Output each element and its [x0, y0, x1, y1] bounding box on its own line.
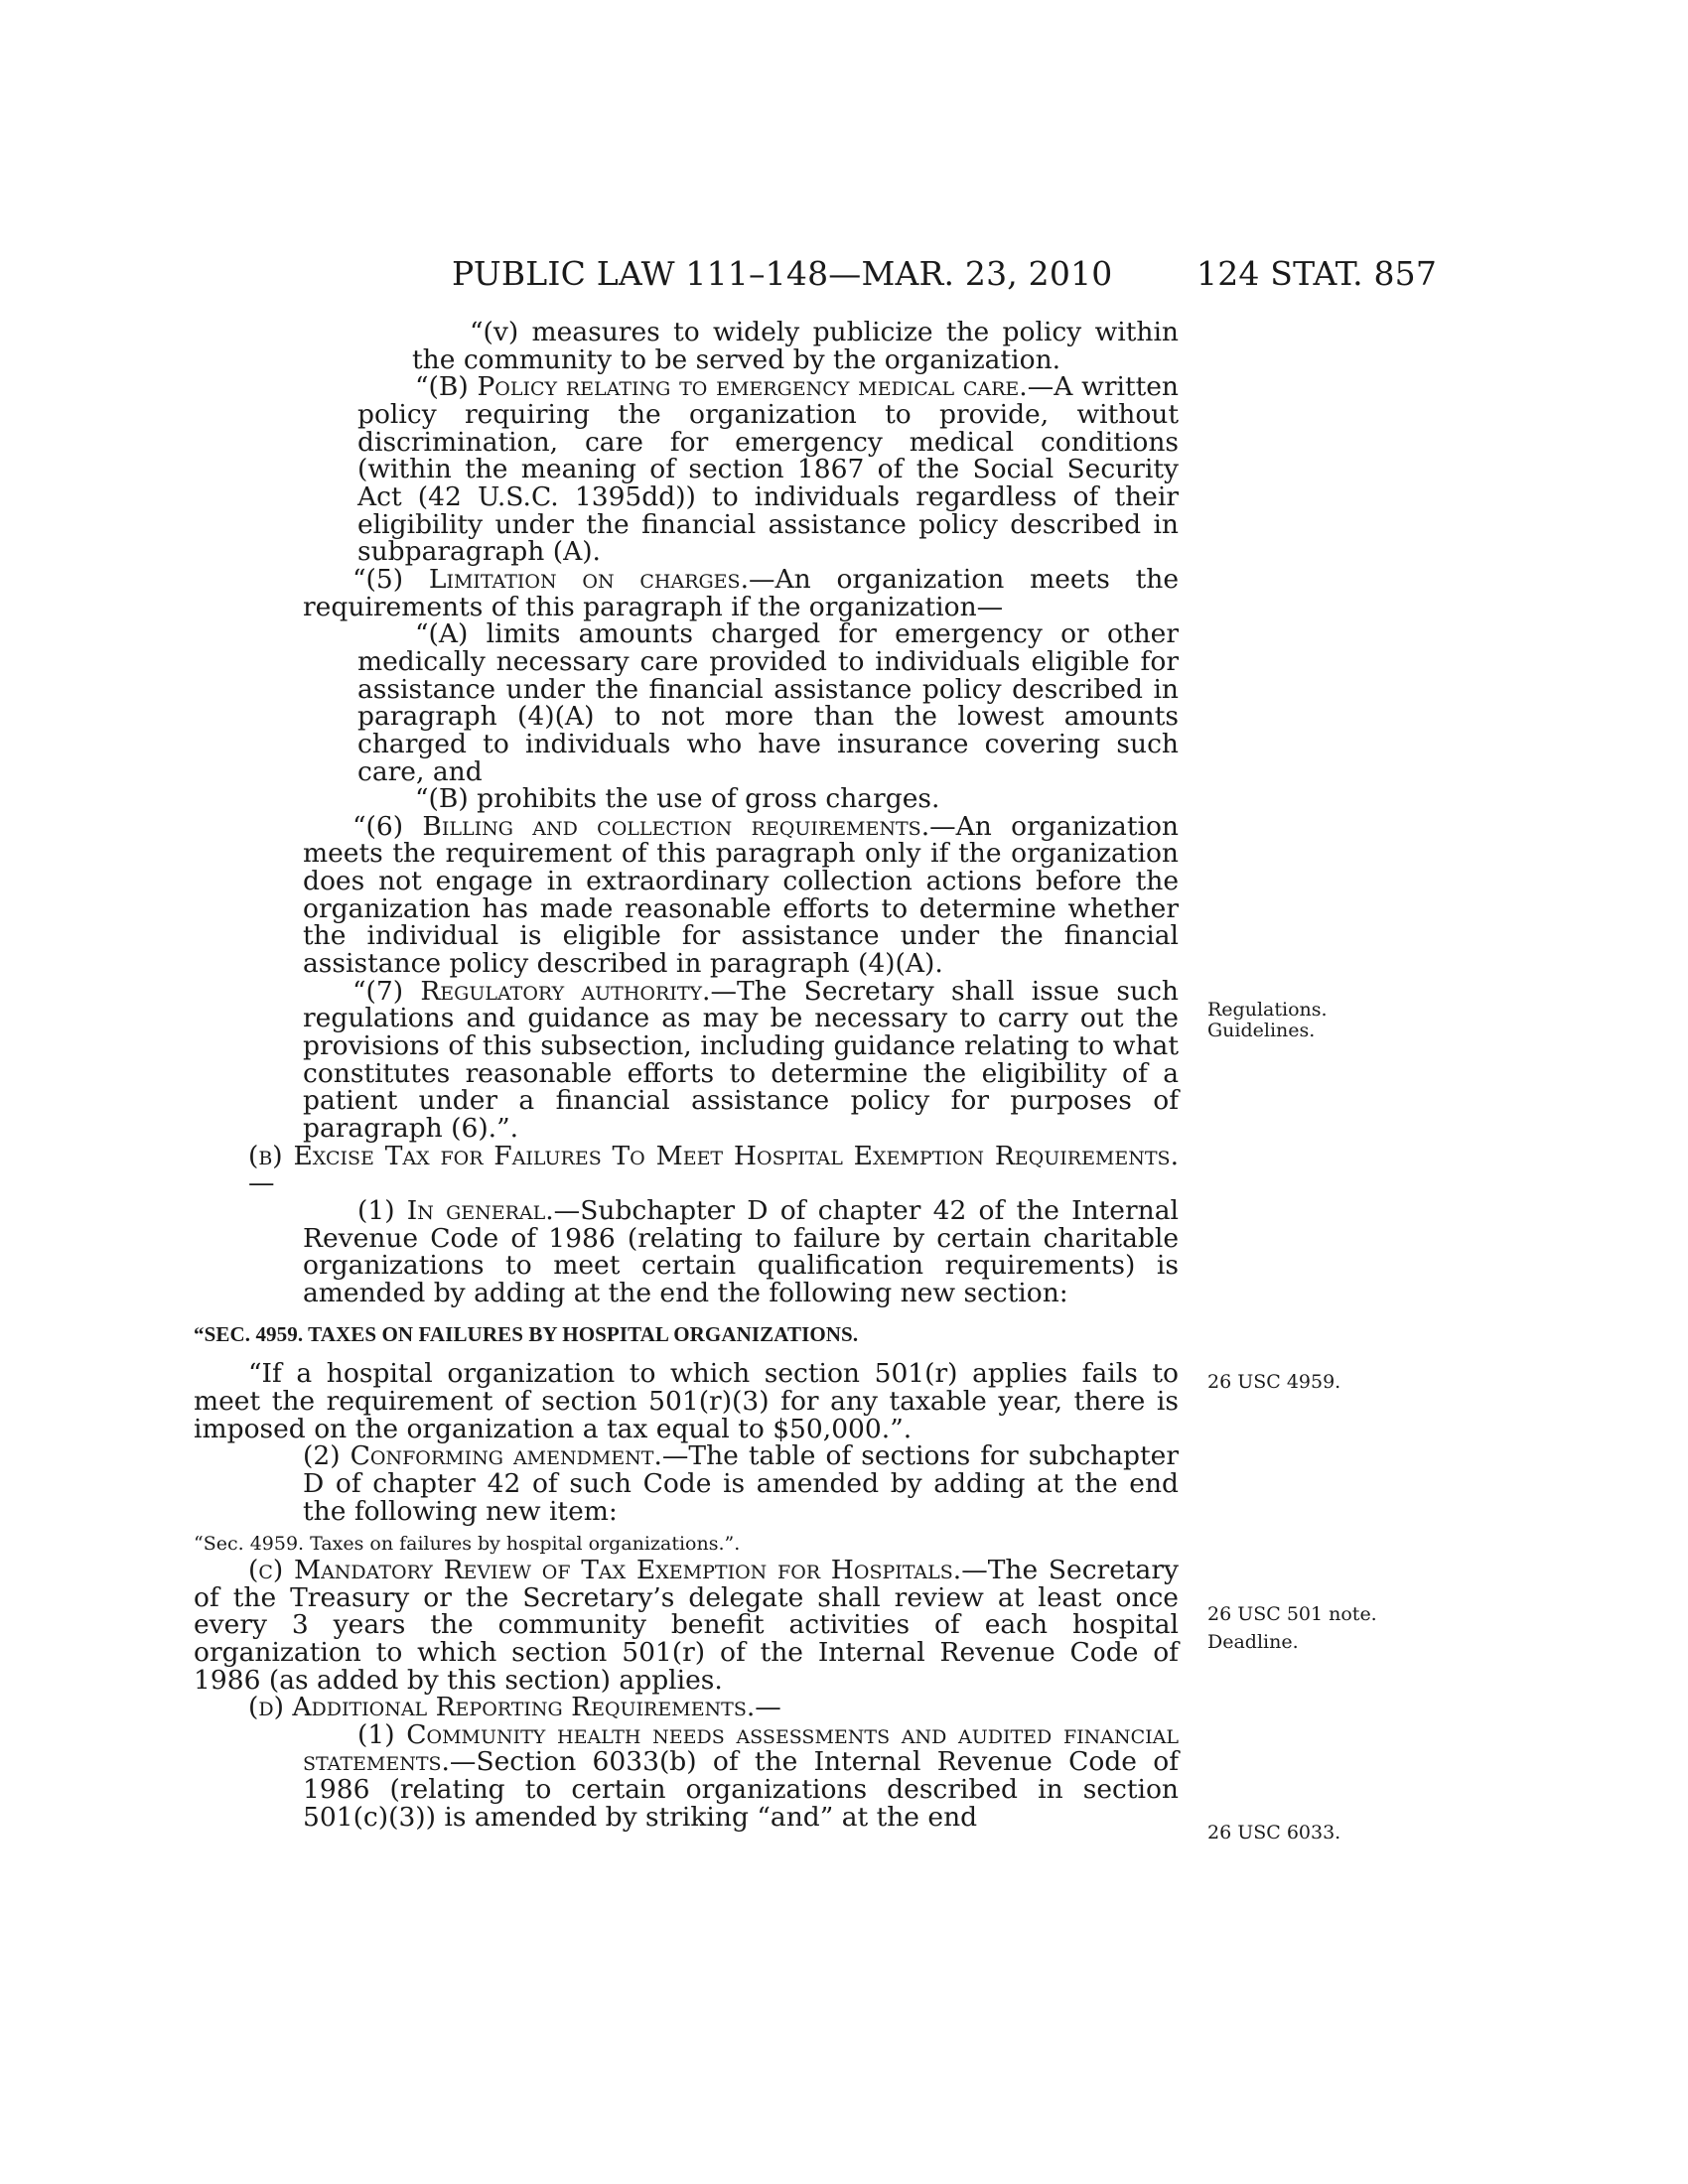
- subsection-b-paragraph-2: [303, 1442, 1179, 1525]
- subparagraph-b-text: A written policy requiring the organization to provide, without discrimination, care for emergency medical conditions (within the meaning of section 1867 of the Social Security Act (42 U.S.C. 1395dd)) to individuals regardless of their eligibility under the financial assistance policy described in subparagraph (A).: [357, 371, 1180, 568]
- paragraph-5-text: An organization meets the requirements of this paragraph if the organization—: [303, 563, 1180, 622]
- subparagraph-b-emergency: [357, 373, 1179, 566]
- paragraph-6-heading: “(6) Billing and collection requirements.—: [352, 810, 956, 842]
- subsection-b-paragraph-1-heading: (1) In general.—: [357, 1195, 581, 1226]
- subsection-b-heading: (b) Excise Tax for Failures To Meet Hospital Exemption Requirements.—: [248, 1140, 1179, 1199]
- paragraph-6: [303, 810, 1179, 980]
- paragraph-5-heading: “(5) Limitation on charges.—: [352, 563, 775, 595]
- subsection-b-paragraph-2-heading: (2) Conforming amendment.—: [303, 1440, 689, 1472]
- paragraph-7-text: The Secretary shall issue such regulations and guidance as may be necessary to carry out the provisions of this subsection, including guidance relating to what constitutes reasonable efforts to determine the eligibility of a patient under a financial assistance policy for purposes of paragraph (6).”.: [303, 975, 1180, 1145]
- margin-note-regulations: Regulations.: [1207, 999, 1328, 1021]
- subsection-b-paragraph-1-text: Subchapter D of chapter 42 of the Internal Revenue Code of 1986 (relating to failure by certain charitable organizations to meet certain qualification requirements) is amended by adding at the end the following new section:: [303, 1195, 1179, 1308]
- section-4959-heading: “SEC. 4959. TAXES ON FAILURES BY HOSPITAL ORGANIZATIONS.: [194, 1321, 859, 1346]
- section-4959-text: “If a hospital organization to which section 501(r) applies fails to meet the requirement of section 501(r)(3) for any taxable year, there is imposed on the organization a tax equal to $50,000.”.: [194, 1358, 1179, 1444]
- table-of-sections-item: “Sec. 4959. Taxes on failures by hospital organizations.”.: [194, 1533, 741, 1556]
- subsection-c: [194, 1554, 1179, 1696]
- subsection-d-paragraph-1-text: Section 6033(b) of the Internal Revenue Code of 1986 (relating to certain organizations described in section 501(c)(3)) is amended by striking “and” at the end: [303, 1746, 1179, 1833]
- subsection-d-paragraph-1-heading: (1) Community health needs assessments and audited financial statements.—: [303, 1718, 1179, 1778]
- running-header-title: PUBLIC LAW 111–148—MAR. 23, 2010: [452, 254, 1113, 293]
- margin-note-guidelines: Guidelines.: [1207, 1020, 1316, 1041]
- subsection-c-text: The Secretary of the Treasury or the Secretary’s delegate shall review at least once every 3 years the community benefit activities of each hospital organization to which section 501(r) of the Internal Revenue Code of 1986 (as added by this section) applies.: [194, 1554, 1179, 1696]
- statute-body: [194, 317, 1180, 1833]
- margin-note-26-usc-6033: 26 USC 6033.: [1207, 1822, 1341, 1843]
- margin-note-deadline: Deadline.: [1207, 1631, 1299, 1653]
- subsection-d-heading: (d) Additional Reporting Requirements.—: [248, 1692, 781, 1723]
- subsection-b-paragraph-2-text: The table of sections for subchapter D of chapter 42 of such Code is amended by adding at the end the following new item:: [303, 1440, 1179, 1527]
- subparagraph-a-limits: “(A) limits amounts charged for emergency or other medically necessary care provided to individuals eligible for assistance under the financial assistance policy described in paragraph (4)(A) to not more than the lowest amounts charged to individuals who have insurance covering such care, and: [357, 618, 1179, 787]
- paragraph-6-text: An organization meets the requirement of this paragraph only if the organization does not engage in extraordinary collection actions before the organization has made reasonable efforts to determine whether the individual is eligible for assistance under the financial assistance policy described in paragraph (4)(A).: [303, 810, 1179, 980]
- subsection-d-paragraph-1: [303, 1718, 1179, 1833]
- clause-v: “(v) measures to widely publicize the policy within the community to be served by the organization.: [412, 317, 1179, 375]
- margin-note-26-usc-4959: 26 USC 4959.: [1207, 1371, 1341, 1393]
- subparagraph-b-heading: “(B) Policy relating to emergency medical care.—: [415, 371, 1055, 403]
- subsection-b-paragraph-1: [303, 1197, 1179, 1307]
- subparagraph-b-gross-charges: “(B) prohibits the use of gross charges.: [415, 783, 940, 815]
- running-header-page: 124 STAT. 857: [1196, 254, 1438, 293]
- paragraph-7: [303, 975, 1180, 1145]
- paragraph-5: [303, 563, 1180, 622]
- margin-note-26-usc-501: 26 USC 501 note.: [1207, 1603, 1377, 1625]
- paragraph-7-heading: “(7) Regulatory authority.—: [352, 975, 737, 1007]
- subsection-c-heading: (c) Mandatory Review of Tax Exemption for Hospitals.—: [248, 1554, 988, 1585]
